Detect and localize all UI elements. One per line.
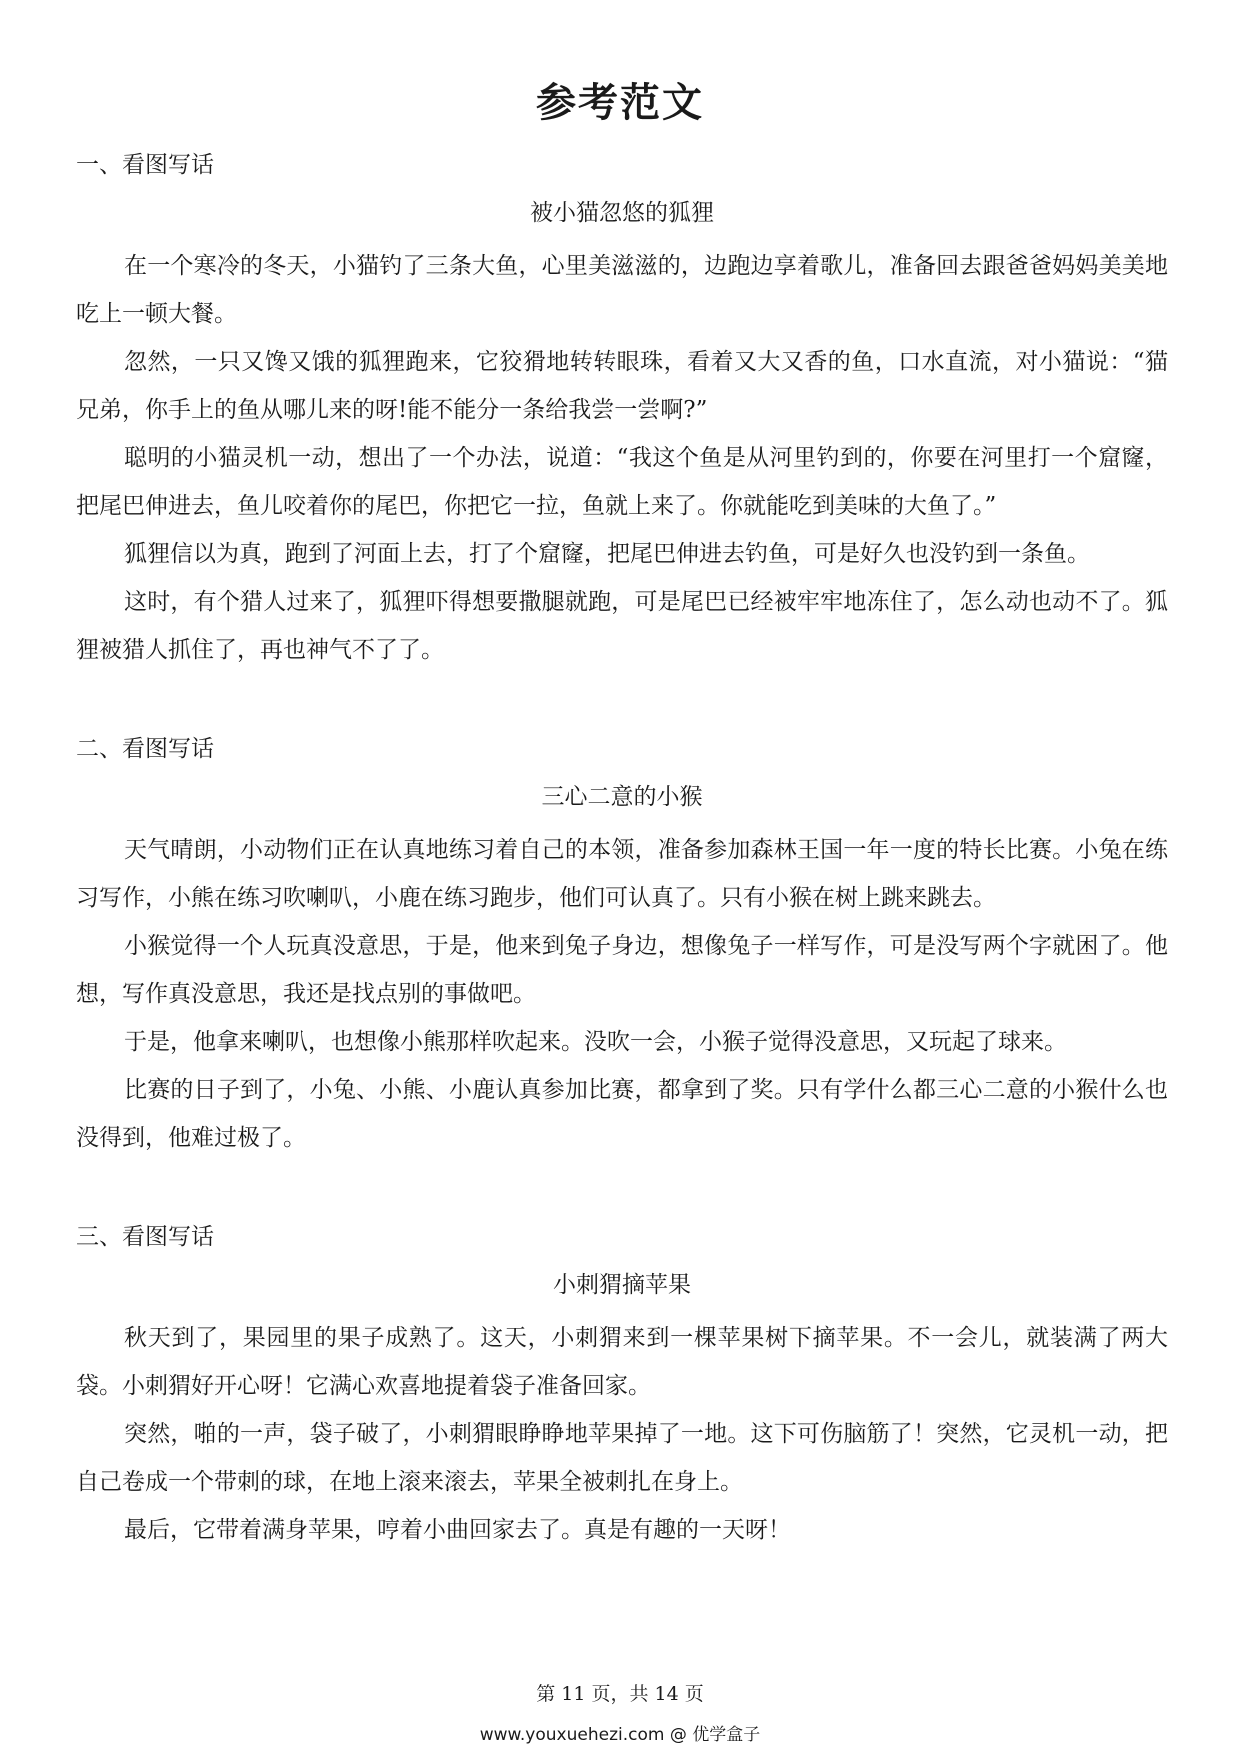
paragraph: 狐狸信以为真，跑到了河面上去，打了个窟窿，把尾巴伸进去钓鱼，可是好久也没钓到一条鱼。 <box>124 541 1090 567</box>
paragraph: 这时，有个猎人过来了，狐狸吓得想要撒腿就跑，可是尾巴已经被牢牢地冻住了，怎么动也动不了。狐狸被猎人抓住了，再也神气不了了。 <box>76 589 1168 663</box>
paragraph: 突然，啪的一声，袋子破了，小刺猬眼睁睁地苹果掉了一地。这下可伤脑筋了！突然，它灵机一动，把自己卷成一个带刺的球，在地上滚来滚去，苹果全被刺扎在身上。 <box>76 1421 1168 1495</box>
paragraph: 聪明的小猫灵机一动，想出了一个办法，说道：“我这个鱼是从河里钓到的，你要在河里打一个窟窿，把尾巴伸进去，鱼儿咬着你的尾巴，你把它一拉，鱼就上来了。你就能吃到美味的大鱼了。” <box>76 445 1168 519</box>
section-3 <box>76 1222 1168 1554</box>
paragraph: 天气晴朗，小动物们正在认真地练习着自己的本领，准备参加森林王国一年一度的特长比赛。小兔在练习写作，小熊在练习吹喇叭，小鹿在练习跑步，他们可认真了。只有小猴在树上跳来跳去。 <box>76 837 1168 911</box>
page-number: 第 11 页，共 14 页 <box>536 1683 704 1705</box>
paragraph: 比赛的日子到了，小兔、小熊、小鹿认真参加比赛，都拿到了奖。只有学什么都三心二意的小猴什么也没得到，他难过极了。 <box>76 1077 1168 1151</box>
site-watermark[interactable]: www.youxuehezi.com @ 优学盒子 <box>479 1725 761 1745</box>
story-title: 三心二意的小猴 <box>541 784 703 810</box>
story-title: 小刺猬摘苹果 <box>553 1272 691 1298</box>
section-heading: 一、看图写话 <box>76 152 214 178</box>
paragraph: 秋天到了，果园里的果子成熟了。这天，小刺猬来到一棵苹果树下摘苹果。不一会儿，就装满了两大袋。小刺猬好开心呀！它满心欢喜地提着袋子准备回家。 <box>76 1325 1168 1399</box>
paragraph: 在一个寒冷的冬天，小猫钓了三条大鱼，心里美滋滋的，边跑边享着歌儿，准备回去跟爸爸妈妈美美地吃上一顿大餐。 <box>76 253 1168 327</box>
paragraph: 小猴觉得一个人玩真没意思，于是，他来到兔子身边，想像兔子一样写作，可是没写两个字就困了。他想，写作真没意思，我还是找点别的事做吧。 <box>76 933 1168 1007</box>
section-heading: 三、看图写话 <box>76 1224 214 1250</box>
paragraph: 最后，它带着满身苹果，哼着小曲回家去了。真是有趣的一天呀！ <box>124 1517 791 1543</box>
story-title: 被小猫忽悠的狐狸 <box>530 200 714 226</box>
section-2 <box>76 734 1168 1162</box>
section-heading: 二、看图写话 <box>76 736 214 762</box>
paragraph: 忽然，一只又馋又饿的狐狸跑来，它狡猾地转转眼珠，看着又大又香的鱼，口水直流，对小猫说：“猫兄弟，你手上的鱼从哪儿来的呀!能不能分一条给我尝一尝啊?” <box>76 349 1168 423</box>
page-title: 参考范文 <box>536 79 704 126</box>
paragraph: 于是，他拿来喇叭，也想像小熊那样吹起来。没吹一会，小猴子觉得没意思，又玩起了球来。 <box>124 1029 1067 1055</box>
section-1 <box>76 150 1168 674</box>
